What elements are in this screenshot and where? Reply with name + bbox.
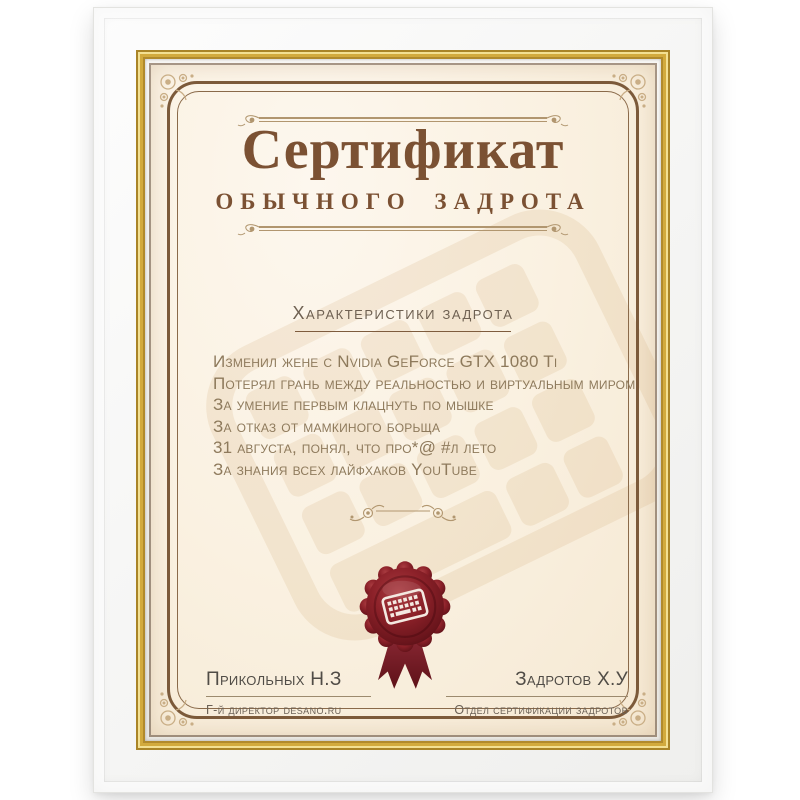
- signature-right-role: Отдел сертификации задротов: [454, 703, 628, 717]
- frame-gold-lip: [136, 50, 670, 750]
- certificate-title: Сертификат: [241, 119, 565, 181]
- section-title: Характеристики задрота: [292, 303, 514, 323]
- certificate-subtitle: ОБЫЧНОГО ЗАДРОТА: [215, 189, 591, 214]
- signature-right: [446, 669, 628, 717]
- certificate-content: [151, 65, 655, 735]
- traits-list: [213, 351, 636, 480]
- flourish-divider-icon: [338, 501, 468, 525]
- signature-left-role: Г-й директор desano.ru: [206, 703, 342, 717]
- ornate-rule-icon: [235, 220, 571, 238]
- trait-item: 31 августа, понял, что про*@ #л лето: [213, 438, 497, 457]
- frame-inner-step: [145, 59, 661, 741]
- signature-left: [206, 669, 371, 717]
- seal-badge: [360, 561, 451, 652]
- picture-frame: [94, 8, 712, 792]
- trait-item: За знания всех лайфхаков YouTube: [213, 459, 477, 479]
- trait-item: Потерял грань между реальностью и виртуальным миром: [213, 373, 636, 393]
- trait-item: Изменил жене с Nvidia GeForce GTX 1080 Ti: [213, 352, 558, 371]
- certificate-paper: [151, 65, 655, 735]
- trait-item: За отказ от мамкиного борьща: [213, 416, 441, 436]
- trait-item: За умение первым клацнуть по мышке: [213, 395, 494, 414]
- signature-right-name: Задротов Х.У: [446, 669, 628, 697]
- section-underline: [295, 331, 511, 332]
- signature-left-name: Прикольных Н.З: [206, 669, 371, 697]
